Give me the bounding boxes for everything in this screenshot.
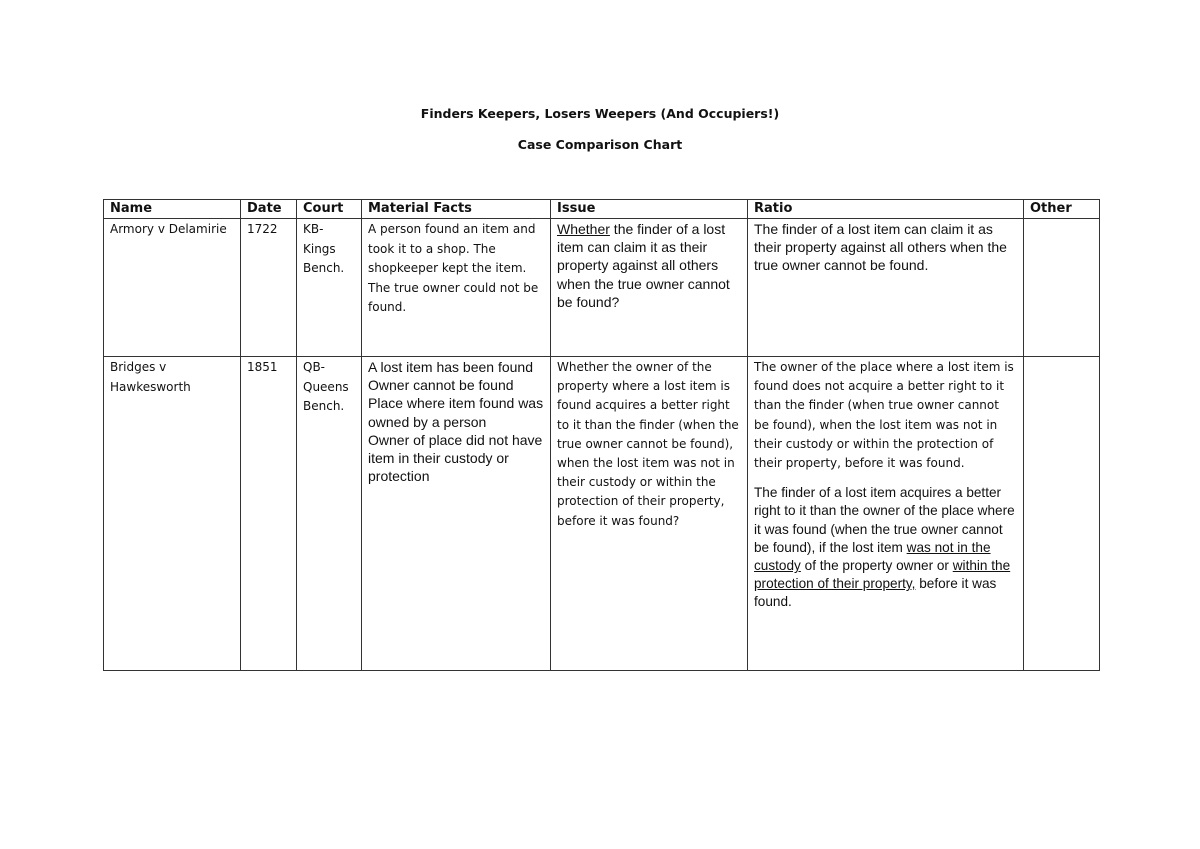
ratio-text: of the property owner or: [800, 558, 953, 574]
cell-name: Bridges v Hawkesworth: [104, 357, 241, 671]
header-name: Name: [104, 200, 241, 219]
ratio-text: The finder of a lost item acquires a better right to it than the owner of the place where it was found (when the true owner cannot be found), if the lost item: [754, 485, 1015, 555]
material-fact-line: A lost item has been found: [368, 359, 533, 375]
header-material-facts: Material Facts: [362, 200, 551, 219]
cell-date: 1722: [241, 219, 297, 357]
cell-other: [1024, 357, 1100, 671]
ratio-text: before it was found.: [754, 576, 997, 610]
cell-name: Armory v Delamirie: [104, 219, 241, 357]
material-fact-line: Owner cannot be found: [368, 377, 514, 394]
cell-material-facts: A person found an item and took it to a shop. The shopkeeper kept the item. The true owner could not be found.: [362, 219, 551, 357]
cell-ratio: [748, 357, 1024, 671]
cell-court: KB- Kings Bench.: [297, 219, 362, 357]
cell-court: QB- Queens Bench.: [297, 357, 362, 671]
header-issue: Issue: [551, 200, 748, 219]
case-comparison-table: [103, 199, 1100, 671]
ratio-underlined-text: within the protection of their property,: [754, 558, 1011, 592]
issue-text: the finder of a lost item can claim it as their property against all others when the true owner cannot be found?: [557, 221, 730, 310]
cell-other: [1024, 219, 1100, 357]
document-title: Finders Keepers, Losers Weepers (And Occupiers!): [420, 106, 780, 121]
material-fact-line: Place where item found was owned by a person: [368, 395, 544, 430]
document-subtitle: Case Comparison Chart: [517, 137, 683, 152]
header-court: Court: [297, 200, 362, 219]
cell-ratio: The finder of a lost item can claim it as their property against all others when the true owner cannot be found.: [748, 219, 1024, 357]
table-row: [104, 357, 1100, 671]
cell-issue: Whether the owner of the property where a lost item is found acquires a better right to it than the finder (when the true owner cannot be found), when the lost item was not in their custody or within the protection of their property, before it was found?: [551, 357, 748, 671]
cell-material-facts: [362, 357, 551, 671]
header-date: Date: [241, 200, 297, 219]
ratio-paragraph: The owner of the place where a lost item is found does not acquire a better right to it than the finder (when true owner cannot be found), when the lost item was not in their custody or within the protection of their property, before it was found.: [754, 360, 1014, 471]
table-row: [104, 219, 1100, 357]
issue-underlined-text: Whether: [557, 221, 610, 237]
material-fact-line: Owner of place did not have item in their custody or protection: [368, 431, 543, 485]
header-ratio: Ratio: [748, 200, 1024, 219]
cell-date: 1851: [241, 357, 297, 671]
ratio-paragraph: [754, 484, 1017, 611]
table-header-row: [104, 200, 1100, 219]
cell-issue: [551, 219, 748, 357]
header-other: Other: [1024, 200, 1100, 219]
ratio-underlined-text: was not in the custody: [754, 539, 991, 574]
